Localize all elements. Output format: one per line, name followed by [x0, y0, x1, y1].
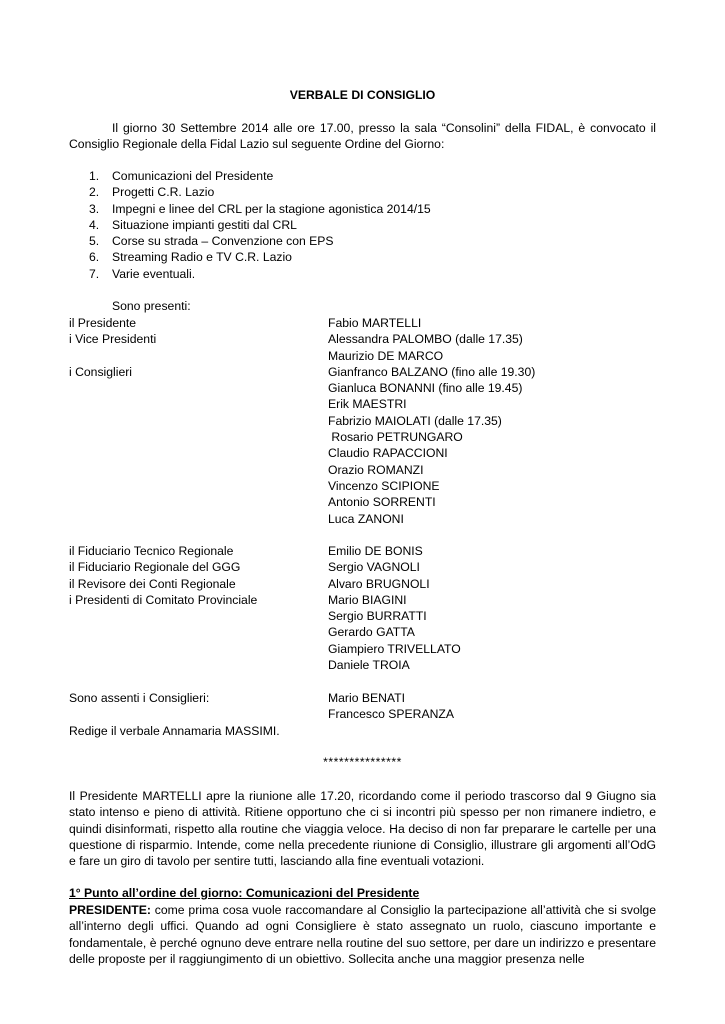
section1-heading: 1° Punto all’ordine del giorno: Comunicazioni del Presidente — [69, 886, 420, 900]
roster-row — [69, 315, 656, 331]
roster-name: Rosario PETRUNGARO — [328, 430, 463, 445]
roster-name: Daniele TROIA — [328, 658, 410, 673]
agenda-item — [69, 168, 656, 184]
roster-name: Sergio BURRATTI — [328, 609, 427, 624]
agenda-item — [69, 266, 656, 282]
roster-name: Luca ZANONI — [328, 511, 404, 526]
roster-name: Francesco SPERANZA — [328, 707, 454, 722]
roster-name: Mario BENATI — [328, 691, 405, 705]
absent-list — [69, 690, 656, 723]
roster-row — [69, 478, 656, 494]
roster-row — [69, 559, 656, 575]
roster-name: Gianluca BONANNI (fino alle 19.45) — [328, 381, 523, 396]
agenda-item-number: 3. — [89, 201, 100, 216]
section1-speaker: PRESIDENTE: — [69, 903, 151, 917]
agenda-item — [69, 217, 656, 233]
attendees-group-2 — [69, 543, 656, 673]
roster-row — [69, 462, 656, 478]
roster-name: Antonio SORRENTI — [328, 495, 436, 510]
roster-row — [69, 608, 656, 624]
roster-name: Sergio VAGNOLI — [328, 560, 420, 575]
roster-row — [69, 657, 656, 673]
attendees-group-1 — [69, 315, 656, 527]
roster-name: Emilio DE BONIS — [328, 544, 423, 558]
roster-row — [69, 641, 656, 657]
agenda-item-text: Streaming Radio e TV C.R. Lazio — [112, 250, 292, 265]
intro-paragraph: Il giorno 30 Settembre 2014 alle ore 17.00, presso la sala “Consolini” della FIDAL, è convocato il Consiglio Regionale della Fidal Lazio sul seguente Ordine del Giorno: — [69, 121, 656, 152]
roster-row — [69, 364, 656, 380]
agenda-item-number: 7. — [89, 266, 100, 281]
roster-role: il Fiduciario Tecnico Regionale — [69, 544, 234, 558]
roster-name: Claudio RAPACCIONI — [328, 446, 448, 461]
roster-row — [69, 445, 656, 461]
roster-row — [69, 511, 656, 527]
roster-name: Vincenzo SCIPIONE — [328, 478, 440, 493]
roster-role: i Vice Presidenti — [69, 332, 157, 347]
agenda-list — [69, 168, 656, 282]
roster-row — [69, 543, 656, 559]
agenda-item-number: 2. — [89, 185, 100, 200]
roster-row — [69, 331, 656, 347]
agenda-item-number: 5. — [89, 234, 100, 249]
agenda-item-text: Corse su strada – Convenzione con EPS — [112, 234, 334, 249]
agenda-item-number: 6. — [89, 250, 100, 265]
roster-role: il Presidente — [69, 316, 137, 330]
roster-name: Erik MAESTRI — [328, 397, 407, 412]
agenda-item — [69, 201, 656, 217]
section1-paragraph — [69, 902, 656, 967]
roster-role: Sono assenti i Consiglieri: — [69, 691, 210, 705]
agenda-item-number: 4. — [89, 217, 100, 232]
agenda-item-text: Comunicazioni del Presidente — [112, 169, 274, 183]
roster-row — [69, 413, 656, 429]
roster-name: Fabrizio MAIOLATI (dalle 17.35) — [328, 413, 502, 428]
roster-row — [69, 396, 656, 412]
roster-role: i Presidenti di Comitato Provinciale — [69, 592, 258, 607]
roster-row — [69, 576, 656, 592]
section-separator: *************** — [323, 755, 402, 769]
roster-row — [69, 348, 656, 364]
agenda-item — [69, 249, 656, 265]
roster-name: Mario BIAGINI — [328, 592, 407, 607]
roster-name: Fabio MARTELLI — [328, 316, 422, 330]
roster-row — [69, 690, 656, 706]
roster-name: Gianfranco BALZANO (fino alle 19.30) — [328, 364, 536, 379]
roster-role: i Consiglieri — [69, 364, 132, 379]
agenda-item-text: Progetti C.R. Lazio — [112, 185, 215, 200]
agenda-item — [69, 184, 656, 200]
roster-row — [69, 494, 656, 510]
agenda-item — [69, 233, 656, 249]
roster-row — [69, 706, 656, 722]
document-title: VERBALE DI CONSIGLIO — [289, 88, 436, 102]
roster-name: Orazio ROMANZI — [328, 462, 424, 477]
agenda-item-text: Varie eventuali. — [112, 266, 196, 281]
roster-row — [69, 592, 656, 608]
roster-name: Maurizio DE MARCO — [328, 348, 444, 363]
agenda-item-text: Impegni e linee del CRL per la stagione agonistica 2014/15 — [112, 201, 431, 216]
roster-role: il Revisore dei Conti Regionale — [69, 576, 236, 591]
roster-row — [69, 624, 656, 640]
roster-name: Gerardo GATTA — [328, 625, 415, 640]
section1-text: come prima cosa vuole raccomandare al Consiglio la partecipazione all’attività che si svolge all’interno degli uffici. Quando ad ogni Consigliere è stato assegnato un ruolo, ciascuno importante e fondamentale, è perché ognuno deve entrare nella routine del suo settore, per dare un indirizzo e presentare delle proposte per il raggiungimento di un obiettivo. Sollecita anche una maggior presenza nelle — [69, 903, 656, 966]
roster-row — [69, 380, 656, 396]
roster-name: Giampiero TRIVELLATO — [328, 641, 461, 656]
roster-role: il Fiduciario Regionale del GGG — [69, 560, 241, 575]
roster-row — [69, 429, 656, 445]
present-heading: Sono presenti: — [112, 299, 191, 313]
roster-name: Alvaro BRUGNOLI — [328, 576, 430, 591]
roster-name: Alessandra PALOMBO (dalle 17.35) — [328, 332, 523, 347]
secretary-line: Redige il verbale Annamaria MASSIMI. — [69, 724, 280, 738]
agenda-item-text: Situazione impianti gestiti dal CRL — [112, 217, 297, 232]
opening-paragraph: Il Presidente MARTELLI apre la riunione alle 17.20, ricordando come il periodo trascorso dal 9 Giugno sia stato intenso e pieno di attività. Ritiene opportuno che ci si incontri più spesso per non rimanere indietro, e quindi disinformati, rispetto alla routine che viaggia veloce. Ha deciso di non far preparare le cartelle per una questione di risparmio. Intende, come nella precedente riunione di Consiglio, illustrare gli argomenti all’OdG e fare un giro di tavolo per sentire tutti, lasciando alla fine eventuali votazioni. — [69, 789, 656, 869]
agenda-item-number: 1. — [89, 169, 100, 183]
